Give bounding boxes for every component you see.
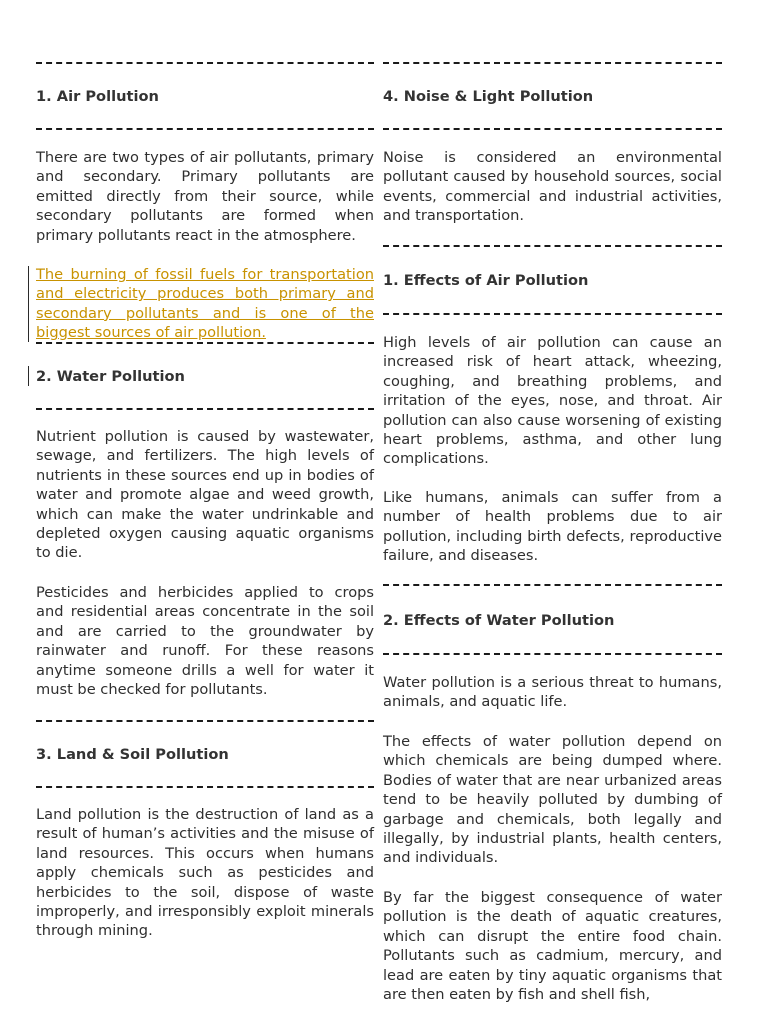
highlighted-paragraph-fossil-fuels: The burning of fossil fuels for transportation and electricity produces both primary and secondary pollutants and is one of the biggest sources of air pollution. bbox=[36, 266, 374, 342]
section-heading-land-soil-pollution: 3. Land & Soil Pollution bbox=[36, 746, 229, 763]
paragraph-nutrient-pollution: Nutrient pollution is caused by wastewater, sewage, and fertilizers. The high levels of nutrients in these sources end up in bodies of water and promote algae and weed growth, which can make the water undrinkable and depleted oxygen causing aquatic organisms to die. bbox=[36, 428, 374, 562]
section-heading-effects-water-pollution: 2. Effects of Water Pollution bbox=[383, 612, 615, 629]
dashed-divider bbox=[383, 245, 722, 247]
section-heading-noise-light-pollution: 4. Noise & Light Pollution bbox=[383, 88, 594, 105]
paragraph-animals-air-pollution: Like humans, animals can suffer from a number of health problems due to air pollution, including birth defects, reproductive failure, and diseases. bbox=[383, 489, 722, 565]
section-heading-effects-air-pollution: 1. Effects of Air Pollution bbox=[383, 272, 589, 289]
paragraph-aquatic-creatures-death: By far the biggest consequence of water pollution is the death of aquatic creatures, which can disrupt the entire food chain. Pollutants such as cadmium, mercury, and lead are eaten by tiny aquatic organisms that are then eaten by fish and shell fish, bbox=[383, 889, 722, 1004]
dashed-divider bbox=[383, 584, 722, 586]
dashed-divider bbox=[36, 342, 374, 344]
paragraph-water-pollution-effects: The effects of water pollution depend on which chemicals are being dumped where. Bodies of water that are near urbanized areas tend to be heavily polluted by dumbing of garbage and chemicals, both legally and illegally, by industrial plants, health centers, and individuals. bbox=[383, 733, 722, 867]
dashed-divider bbox=[36, 720, 374, 722]
paragraph-pesticides-herbicides: Pesticides and herbicides applied to crops and residential areas concentrate in the soil and are carried to the groundwater by rainwater and runoff. For these reasons anytime someone drills a well for water it must be checked for pollutants. bbox=[36, 584, 374, 699]
dashed-divider bbox=[383, 653, 722, 655]
dashed-divider bbox=[36, 786, 374, 788]
paragraph-water-pollution-threat: Water pollution is a serious threat to humans, animals, and aquatic life. bbox=[383, 674, 722, 711]
change-bar-marker bbox=[28, 366, 29, 386]
dashed-divider bbox=[36, 62, 374, 64]
paragraph-noise-pollution: Noise is considered an environmental pollutant caused by household sources, social events, commercial and industrial activities, and transportation. bbox=[383, 149, 722, 225]
dashed-divider bbox=[383, 313, 722, 315]
dashed-divider bbox=[383, 128, 722, 130]
paragraph-air-pollution-health-risks: High levels of air pollution can cause an increased risk of heart attack, wheezing, coughing, and breathing problems, and irritation of the eyes, nose, and throat. Air pollution can also cause worsening of existing heart problems, asthma, and other lung complications. bbox=[383, 334, 722, 468]
dashed-divider bbox=[36, 128, 374, 130]
paragraph-air-pollutant-types: There are two types of air pollutants, primary and secondary. Primary pollutants are emitted directly from their source, while secondary pollutants are formed when primary pollutants react in the atmosphere. bbox=[36, 149, 374, 244]
change-bar-marker bbox=[28, 266, 29, 342]
paragraph-land-pollution: Land pollution is the destruction of land as a result of human’s activities and the misuse of land resources. This occurs when humans apply chemicals such as pesticides and herbicides to the soil, dispose of waste improperly, and irresponsibly exploit minerals through mining. bbox=[36, 806, 374, 940]
dashed-divider bbox=[36, 408, 374, 410]
section-heading-water-pollution: 2. Water Pollution bbox=[36, 368, 185, 385]
section-heading-air-pollution: 1. Air Pollution bbox=[36, 88, 159, 105]
dashed-divider bbox=[383, 62, 722, 64]
